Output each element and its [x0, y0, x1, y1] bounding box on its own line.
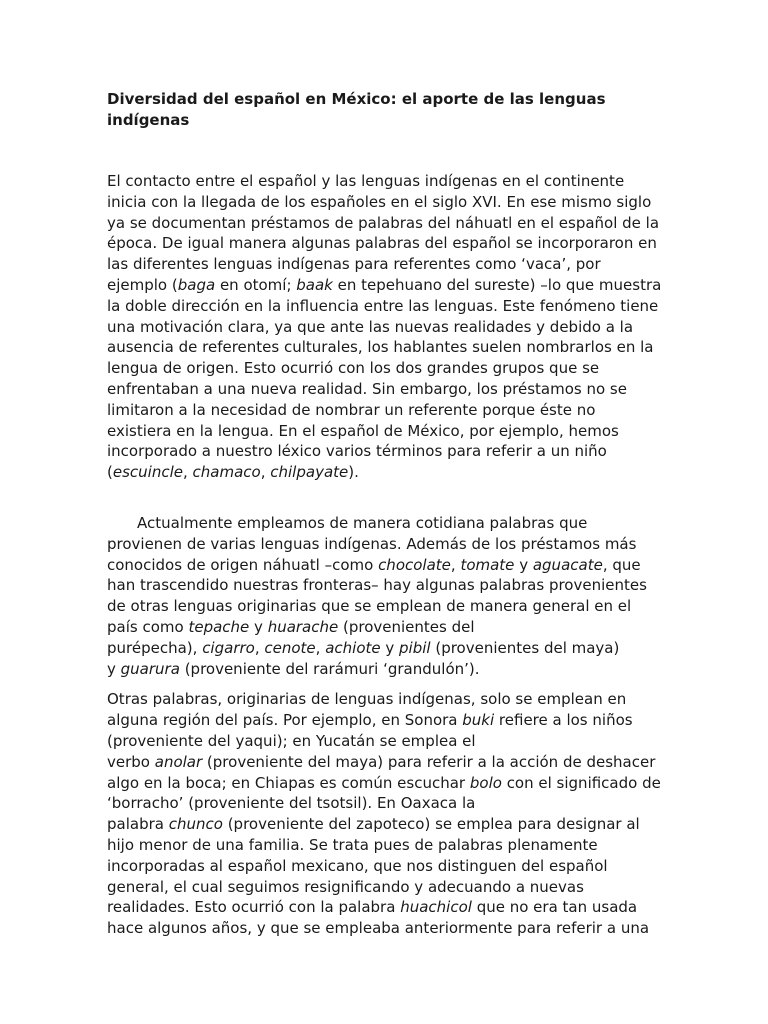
document-title: Diversidad del español en México: el aporte de las lenguas indígenas: [107, 90, 606, 129]
text-run: y: [514, 555, 533, 574]
italic-term: cigarro: [202, 638, 255, 657]
text-run: (provenientes del maya): [430, 638, 620, 657]
text-run: Otras palabras, originarias de lenguas indígenas, solo se emplean en alguna región del país. Por ejemplo, en Sonora: [107, 690, 627, 730]
text-run: y: [380, 638, 400, 657]
text-run: que no era tan usada hace algunos años, y que se empleaba anteriormente para referir a una: [107, 898, 650, 938]
italic-term: tomate: [460, 555, 515, 574]
italic-term: chunco: [168, 815, 223, 834]
text-run: Actualmente empleamos de manera cotidiana palabras que provienen de varias lenguas indígenas. Además de los préstamos más conocidos de origen náhuatl –como: [107, 513, 637, 574]
italic-term: baga: [177, 275, 216, 294]
text-run: El contacto entre el español y las lenguas indígenas en el continente inicia con la llegada de los españoles en el siglo XVI. En ese mismo siglo ya se documentan préstamos de palabras del náhuatl en el español de la época. De igual manera algunas palabras del español se incorporaron en las diferentes lenguas indígenas para referentes como ‘vaca’, por ejemplo (: [107, 172, 660, 294]
paragraph-3: [107, 689, 663, 939]
text-run: ,: [450, 555, 461, 574]
italic-term: escuincle: [112, 463, 183, 482]
italic-term: tepache: [188, 617, 250, 636]
text-run: en otomí;: [215, 275, 297, 294]
text-run: ,: [182, 463, 193, 482]
text-run: y: [249, 617, 268, 636]
text-run: ).: [348, 463, 359, 482]
italic-term: chilpayate: [270, 463, 349, 482]
italic-term: anolar: [154, 752, 203, 771]
text-run: refiere a los niños (proveniente del yaqui); en Yucatán se emplea el: [107, 711, 633, 750]
italic-term: chamaco: [192, 463, 261, 482]
text-run: , que han trascendido nuestras fronteras– hay algunas palabras provenientes de otras lenguas originarias que se emplean de manera general en el país como: [107, 555, 647, 636]
document-body: [107, 89, 663, 939]
italic-term: huarache: [267, 617, 339, 636]
italic-term: aguacate: [532, 555, 603, 574]
text-run: (proveniente del zapoteco) se emplea para designar al hijo menor de una familia. Se trata pues de palabras plenamente incorporadas al español mexicano, que nos distinguen del español general, el cual seguimos resignificando y adecuando a nuevas realidades. Esto ocurrió con la palabra: [107, 815, 640, 917]
text-run: (proveniente del rarámuri ‘grandulón’).: [179, 659, 480, 678]
text-run: y: [107, 659, 121, 678]
text-run: (proveniente del maya) para referir a la acción de deshacer algo en la boca; en Chiapas es común escuchar: [107, 752, 656, 792]
text-run: palabra: [107, 815, 169, 834]
paragraph-2: [107, 513, 663, 679]
text-run: en tepehuano del sureste) –lo que muestra la doble dirección en la influencia entre las lenguas. Este fenómeno tiene una motivación clara, ya que ante las nuevas realidades y debido a la ausencia de referentes culturales, los hablantes suelen nombrarlos en la lengua de origen. Esto ocurrió con los dos grandes grupos que se enfrentaban a una nueva realidad. Sin embargo, los préstamos no se limitaron a la necesidad de nombrar un referente porque éste no existiera en la lengua. En el español de México, por ejemplo, hemos incorporado a nuestro léxico varios términos para referir a un niño (: [107, 275, 662, 482]
text-run: con el significado de ‘borracho’ (proveniente del tsotsil). En Oaxaca la: [107, 773, 661, 813]
italic-term: baak: [296, 275, 333, 294]
italic-term: huachicol: [400, 898, 472, 917]
text-run: ,: [315, 638, 326, 657]
italic-term: buki: [462, 711, 495, 730]
italic-term: achiote: [325, 638, 381, 657]
italic-term: pibil: [399, 638, 431, 657]
text-run: ,: [260, 463, 271, 482]
italic-term: guarura: [120, 659, 180, 678]
text-run: ,: [254, 638, 265, 657]
text-run: purépecha),: [107, 638, 203, 657]
paragraph-1: [107, 171, 663, 483]
italic-term: chocolate: [378, 555, 451, 574]
italic-term: cenote: [264, 638, 316, 657]
italic-term: bolo: [469, 773, 502, 792]
text-run: verbo: [107, 752, 155, 771]
text-run: (provenientes del: [338, 617, 475, 636]
